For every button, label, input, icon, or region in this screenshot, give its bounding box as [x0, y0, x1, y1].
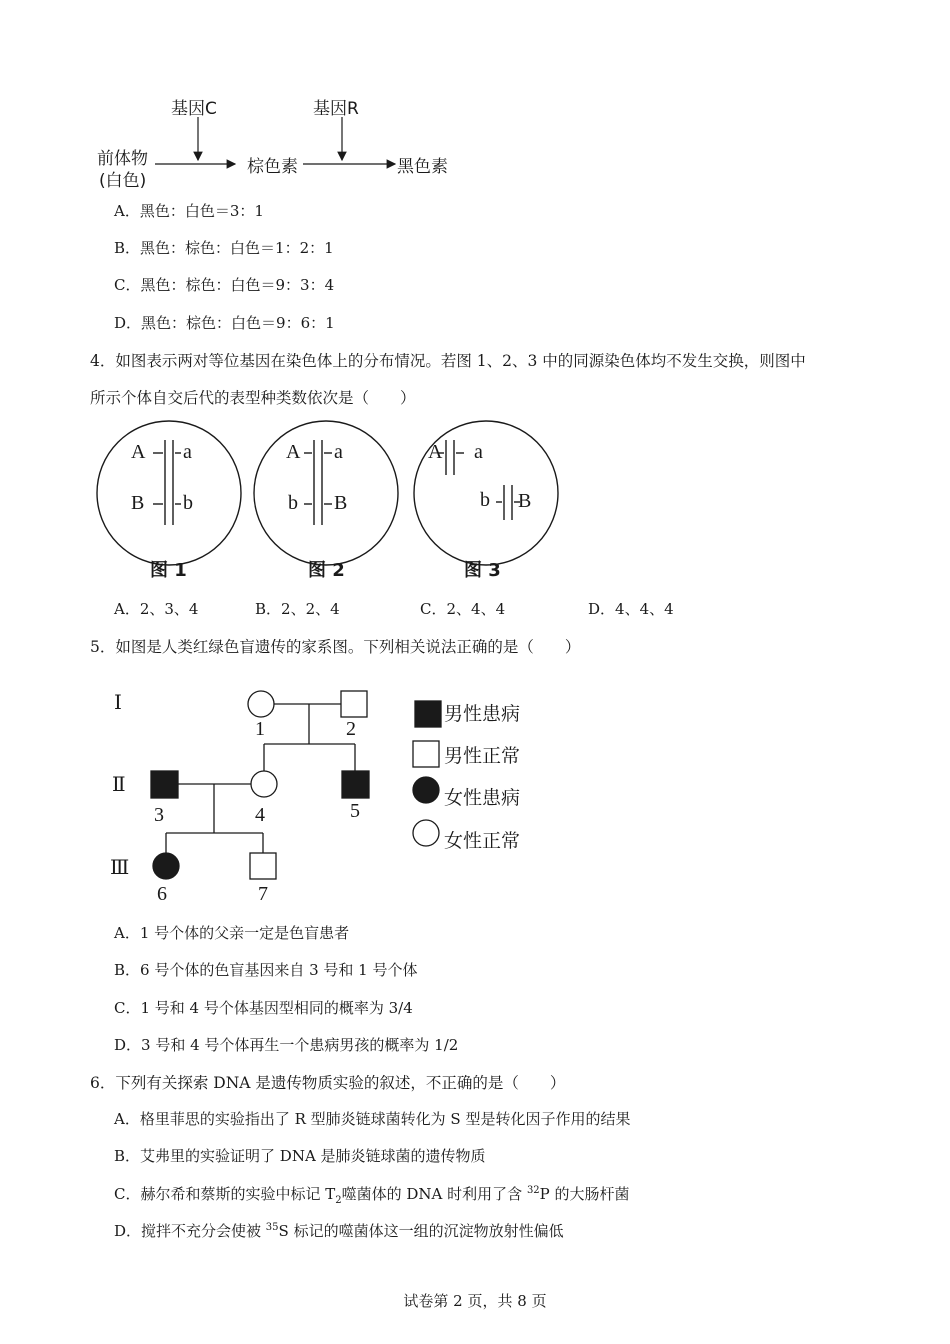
gene-r-label: 基因R: [313, 99, 359, 119]
figure-2-drawing: [252, 420, 402, 570]
figure-3-caption: 图 3: [464, 560, 501, 581]
individual-label-6: 6: [157, 883, 167, 905]
legend-affected-female: 女性患病: [444, 787, 521, 809]
q3-option-b[interactable]: B．黑色：棕色：白色＝1：2：1: [114, 239, 334, 257]
q6-option-c-superscript: 32: [526, 1185, 540, 1196]
q6-option-d-suffix: S 标记的噬菌体这一组的沉淀物放射性偏低: [278, 1222, 564, 1240]
q6-option-c-subscript: 2: [335, 1195, 342, 1206]
q3-option-c[interactable]: C．黑色：棕色：白色＝9：3：4: [114, 276, 335, 294]
individual-label-5: 5: [350, 800, 360, 822]
q6-option-c-prefix: C．赫尔希和蔡斯的实验中标记 T: [114, 1185, 336, 1203]
legend-normal-male: 男性正常: [444, 745, 521, 767]
individual-label-7: 7: [258, 883, 268, 905]
q4-stem-line2: 所示个体自交后代的表型种类数依次是（ ）: [90, 389, 416, 407]
legend-affected-male: 男性患病: [444, 703, 521, 725]
q6-option-a[interactable]: A．格里菲思的实验指出了 R 型肺炎链球菌转化为 S 型是转化因子作用的结果: [114, 1110, 631, 1128]
individual-label-4: 4: [255, 804, 265, 826]
q6-option-d-prefix: D．搅拌不充分会使被: [114, 1222, 266, 1240]
figure-2-allele-top-left: A: [286, 441, 301, 463]
q4-option-b[interactable]: B．2、2、4: [255, 600, 340, 618]
q5-option-d[interactable]: D．3 号和 4 号个体再生一个患病男孩的概率为 1/2: [114, 1036, 459, 1054]
q6-option-b[interactable]: B．艾弗里的实验证明了 DNA 是肺炎链球菌的遗传物质: [114, 1147, 486, 1165]
chromosome-figure-1: [95, 420, 245, 585]
q6-option-c-middle: 噬菌体的 DNA 时利用了含: [341, 1185, 527, 1203]
q6-option-c-suffix: P 的大肠杆菌: [539, 1185, 630, 1203]
chromosome-figure-3: [412, 420, 562, 585]
q6-stem: 6．下列有关探索 DNA 是遗传物质实验的叙述，不正确的是（ ）: [90, 1074, 566, 1092]
pedigree-legend: [410, 695, 570, 855]
pathway-diagram: [95, 90, 465, 190]
q6-option-d-superscript: 35: [265, 1222, 279, 1233]
legend-normal-female: 女性正常: [444, 830, 521, 852]
individual-label-1: 1: [255, 718, 265, 740]
q5-stem: 5．如图是人类红绿色盲遗传的家系图。下列相关说法正确的是（ ）: [90, 638, 581, 656]
q6-option-d[interactable]: [114, 1220, 564, 1241]
figure-1-allele-bottom-left: B: [131, 492, 145, 514]
q4-option-c[interactable]: C．2、4、4: [420, 600, 506, 618]
q4-option-a[interactable]: A．2、3、4: [114, 600, 199, 618]
individual-label-3: 3: [154, 804, 164, 826]
q4-stem-line1: 4．如图表示两对等位基因在染色体上的分布情况。若图 1、2、3 中的同源染色体均不发生交换，则图中: [90, 352, 806, 370]
precursor-label: 前体物: [97, 149, 148, 169]
figure-2-caption: 图 2: [308, 560, 345, 581]
q4-option-d[interactable]: D．4、4、4: [588, 600, 674, 618]
chromosome-figure-2: [252, 420, 402, 585]
figure-3-allele-top-left: A: [428, 441, 443, 463]
generation-label-2: Ⅱ: [112, 774, 126, 796]
q5-option-c[interactable]: C．1 号和 4 号个体基因型相同的概率为 3/4: [114, 999, 413, 1017]
generation-label-1: Ⅰ: [114, 692, 122, 714]
q3-option-d[interactable]: D．黑色：棕色：白色＝9：6：1: [114, 314, 335, 332]
figure-1-caption: 图 1: [150, 560, 187, 581]
q3-option-a[interactable]: A．黑色：白色＝3：1: [114, 202, 264, 220]
gene-c-label: 基因C: [171, 99, 217, 119]
figure-2-allele-top-right: a: [334, 441, 343, 463]
black-pigment-label: 黑色素: [397, 157, 448, 177]
figure-3-allele-bottom-left: b: [480, 489, 490, 511]
brown-pigment-label: 棕色素: [247, 157, 298, 177]
page-footer: 试卷第 2 页，共 8 页: [403, 1292, 547, 1310]
figure-1-allele-top-left: A: [131, 441, 146, 463]
generation-label-3: Ⅲ: [110, 857, 130, 879]
figure-3-allele-top-right: a: [474, 441, 483, 463]
q6-option-c[interactable]: [114, 1183, 630, 1206]
figure-3-allele-bottom-right: B: [518, 490, 532, 512]
q5-option-b[interactable]: B．6 号个体的色盲基因来自 3 号和 1 号个体: [114, 961, 418, 979]
precursor-color-label: (白色): [99, 171, 147, 191]
figure-2-allele-bottom-right: B: [334, 492, 348, 514]
figure-2-allele-bottom-left: b: [288, 492, 298, 514]
figure-1-drawing: [95, 420, 245, 570]
figure-1-allele-top-right: a: [183, 441, 192, 463]
q5-option-a[interactable]: A．1 号个体的父亲一定是色盲患者: [114, 924, 350, 942]
figure-1-allele-bottom-right: b: [183, 492, 193, 514]
individual-label-2: 2: [346, 718, 356, 740]
